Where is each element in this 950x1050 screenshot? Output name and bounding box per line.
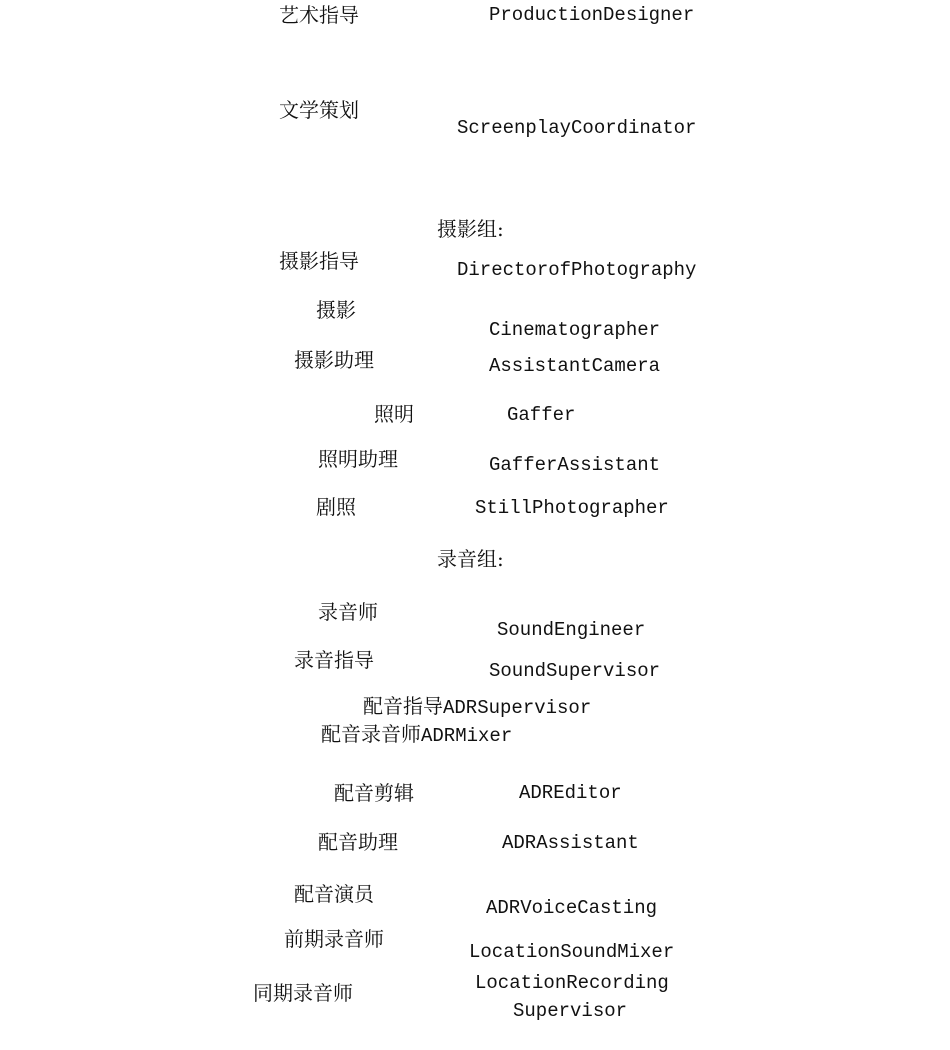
role-en-cinematographer: Cinematographer [489, 319, 661, 341]
role-en-location-sound-mixer: LocationSoundMixer [469, 941, 675, 963]
role-zh-assistant-camera: 摄影助理 [294, 348, 374, 372]
role-zh-adr-voice-casting: 配音演员 [294, 882, 374, 906]
role-en-adr-supervisor: ADRSupervisor [443, 697, 592, 719]
role-en-adr-assistant: ADRAssistant [502, 832, 639, 854]
role-zh-adr-supervisor: 配音指导 [363, 694, 443, 718]
role-en-adr-voice-casting: ADRVoiceCasting [486, 897, 658, 919]
role-zh-adr-assistant: 配音助理 [318, 830, 398, 854]
role-en-production-designer: ProductionDesigner [489, 4, 695, 26]
role-line-adr-supervisor [363, 694, 591, 720]
role-en-adr-editor: ADREditor [519, 782, 622, 804]
role-en-assistant-camera: AssistantCamera [489, 355, 661, 377]
role-zh-sound-supervisor: 录音指导 [294, 648, 374, 672]
role-en-director-of-photography: DirectorofPhotography [457, 259, 697, 281]
role-en-sound-engineer: SoundEngineer [497, 619, 646, 641]
role-en-gaffer: Gaffer [507, 404, 576, 426]
role-zh-adr-mixer: 配音录音师 [321, 722, 421, 746]
role-en-sound-supervisor: SoundSupervisor [489, 660, 661, 682]
role-zh-screenplay-coordinator: 文学策划 [279, 98, 359, 122]
role-en-adr-mixer: ADRMixer [421, 725, 513, 747]
section-heading-sound: 录音组: [437, 547, 504, 571]
role-zh-gaffer: 照明 [374, 402, 414, 426]
role-en-screenplay-coordinator: ScreenplayCoordinator [457, 117, 697, 139]
role-zh-sound-engineer: 录音师 [318, 600, 378, 624]
role-en-location-recording-supervisor: LocationRecording [475, 972, 669, 994]
role-en-gaffer-assistant: GafferAssistant [489, 454, 661, 476]
role-zh-gaffer-assistant: 照明助理 [318, 447, 398, 471]
role-en-still-photographer: StillPhotographer [475, 497, 669, 519]
section-heading-camera: 摄影组: [437, 217, 504, 241]
role-zh-location-recording-supervisor: 同期录音师 [253, 981, 353, 1005]
role-zh-director-of-photography: 摄影指导 [279, 249, 359, 273]
role-en-location-recording-supervisor-line2: Supervisor [513, 1000, 628, 1022]
role-zh-adr-editor: 配音剪辑 [334, 781, 414, 805]
role-zh-location-sound-mixer: 前期录音师 [284, 927, 384, 951]
role-zh-still-photographer: 剧照 [316, 495, 356, 519]
role-zh-cinematographer: 摄影 [316, 298, 356, 322]
role-line-adr-mixer [321, 722, 512, 748]
role-zh-production-designer: 艺术指导 [279, 3, 359, 27]
